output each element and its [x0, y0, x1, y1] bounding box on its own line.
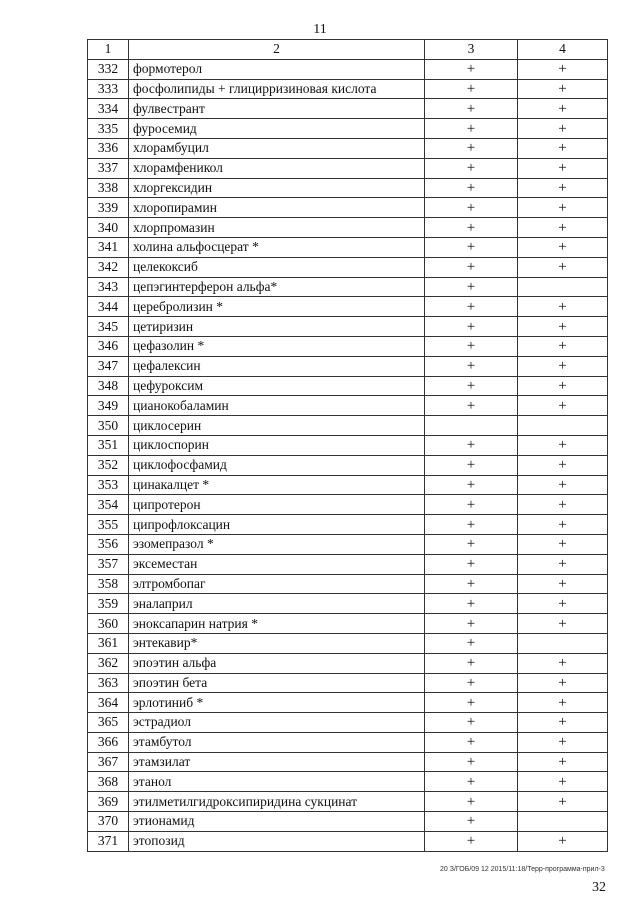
column-3-mark-cell: +: [425, 218, 518, 238]
table-row: [88, 554, 608, 574]
column-3-mark-cell: +: [425, 732, 518, 752]
column-4-mark-cell: +: [518, 59, 608, 79]
column-4-mark-cell: +: [518, 435, 608, 455]
row-number-cell: 332: [88, 59, 129, 79]
column-4-mark-cell: +: [518, 218, 608, 238]
column-3-mark-cell: +: [425, 495, 518, 515]
row-number-cell: 356: [88, 534, 129, 554]
page-top-number: 11: [313, 22, 327, 37]
table-row: [88, 732, 608, 752]
drug-name-cell: цианокобаламин: [129, 396, 425, 416]
row-number-cell: 350: [88, 416, 129, 436]
column-3-mark-cell: +: [425, 277, 518, 297]
row-number-cell: 339: [88, 198, 129, 218]
column-4-mark-cell: [518, 812, 608, 832]
row-number-cell: 333: [88, 79, 129, 99]
row-number-cell: 363: [88, 673, 129, 693]
row-number-cell: 334: [88, 99, 129, 119]
table-row: [88, 59, 608, 79]
row-number-cell: 346: [88, 336, 129, 356]
column-4-mark-cell: [518, 633, 608, 653]
column-4-mark-cell: [518, 277, 608, 297]
column-3-mark-cell: +: [425, 119, 518, 139]
table-row: [88, 594, 608, 614]
row-number-cell: 347: [88, 356, 129, 376]
table-row: [88, 138, 608, 158]
column-4-mark-cell: +: [518, 79, 608, 99]
table-row: [88, 198, 608, 218]
column-3-mark-cell: +: [425, 792, 518, 812]
column-3-mark-cell: +: [425, 198, 518, 218]
drug-name-cell: этамбутол: [129, 732, 425, 752]
column-3-mark-cell: +: [425, 435, 518, 455]
table-row: [88, 396, 608, 416]
column-4-mark-cell: +: [518, 376, 608, 396]
drug-name-cell: циклосерин: [129, 416, 425, 436]
column-3-mark-cell: +: [425, 653, 518, 673]
drug-name-cell: хлорамбуцил: [129, 138, 425, 158]
column-4-mark-cell: +: [518, 455, 608, 475]
column-header-1: 1: [88, 40, 129, 60]
column-3-mark-cell: +: [425, 237, 518, 257]
table-header-row: [88, 40, 608, 60]
table-row: [88, 475, 608, 495]
table-row: [88, 336, 608, 356]
column-3-mark-cell: +: [425, 297, 518, 317]
table-row: [88, 178, 608, 198]
column-3-mark-cell: +: [425, 713, 518, 733]
column-4-mark-cell: +: [518, 396, 608, 416]
column-3-mark-cell: [425, 416, 518, 436]
drug-name-cell: эстрадиол: [129, 713, 425, 733]
column-4-mark-cell: +: [518, 713, 608, 733]
row-number-cell: 369: [88, 792, 129, 812]
drug-name-cell: эпоэтин бета: [129, 673, 425, 693]
drug-name-cell: циклоспорин: [129, 435, 425, 455]
column-4-mark-cell: +: [518, 515, 608, 535]
row-number-cell: 342: [88, 257, 129, 277]
column-header-3: 3: [425, 40, 518, 60]
drug-name-cell: цефуроксим: [129, 376, 425, 396]
column-3-mark-cell: +: [425, 138, 518, 158]
column-3-mark-cell: +: [425, 257, 518, 277]
table-row: [88, 416, 608, 436]
drug-name-cell: формотерол: [129, 59, 425, 79]
drug-name-cell: цефалексин: [129, 356, 425, 376]
table-body: [88, 59, 608, 851]
table-row: [88, 831, 608, 851]
column-header-2: 2: [129, 40, 425, 60]
column-4-mark-cell: +: [518, 317, 608, 337]
table-row: [88, 237, 608, 257]
column-3-mark-cell: +: [425, 693, 518, 713]
drug-name-cell: хлорамфеникол: [129, 158, 425, 178]
column-4-mark-cell: +: [518, 257, 608, 277]
column-3-mark-cell: +: [425, 59, 518, 79]
drug-name-cell: холина альфосцерат *: [129, 237, 425, 257]
row-number-cell: 352: [88, 455, 129, 475]
column-3-mark-cell: +: [425, 772, 518, 792]
column-3-mark-cell: +: [425, 515, 518, 535]
table-row: [88, 633, 608, 653]
column-3-mark-cell: +: [425, 376, 518, 396]
row-number-cell: 358: [88, 574, 129, 594]
column-3-mark-cell: +: [425, 336, 518, 356]
row-number-cell: 351: [88, 435, 129, 455]
table-row: [88, 119, 608, 139]
row-number-cell: 354: [88, 495, 129, 515]
column-4-mark-cell: +: [518, 336, 608, 356]
column-4-mark-cell: +: [518, 138, 608, 158]
row-number-cell: 365: [88, 713, 129, 733]
drug-name-cell: целекоксиб: [129, 257, 425, 277]
column-4-mark-cell: +: [518, 119, 608, 139]
table-row: [88, 435, 608, 455]
column-3-mark-cell: +: [425, 475, 518, 495]
table-row: [88, 297, 608, 317]
drug-name-cell: энтекавир*: [129, 633, 425, 653]
table-row: [88, 772, 608, 792]
row-number-cell: 337: [88, 158, 129, 178]
column-4-mark-cell: +: [518, 594, 608, 614]
table-row: [88, 713, 608, 733]
table-row: [88, 653, 608, 673]
row-number-cell: 370: [88, 812, 129, 832]
drug-name-cell: фосфолипиды + глицирризиновая кислота: [129, 79, 425, 99]
row-number-cell: 348: [88, 376, 129, 396]
column-4-mark-cell: +: [518, 158, 608, 178]
column-3-mark-cell: +: [425, 455, 518, 475]
drug-name-cell: циклофосфамид: [129, 455, 425, 475]
column-4-mark-cell: [518, 416, 608, 436]
row-number-cell: 362: [88, 653, 129, 673]
column-4-mark-cell: +: [518, 732, 608, 752]
column-4-mark-cell: +: [518, 792, 608, 812]
column-3-mark-cell: +: [425, 633, 518, 653]
drug-name-cell: церебролизин *: [129, 297, 425, 317]
drug-name-cell: ципротерон: [129, 495, 425, 515]
document-footer-code: 20 З/ГОБ/09 12 2015/11:18/Терр-программа-прил-3: [440, 866, 605, 873]
column-4-mark-cell: +: [518, 574, 608, 594]
table-row: [88, 317, 608, 337]
drug-name-cell: цепэгинтерферон альфа*: [129, 277, 425, 297]
column-4-mark-cell: +: [518, 178, 608, 198]
row-number-cell: 366: [88, 732, 129, 752]
row-number-cell: 349: [88, 396, 129, 416]
column-3-mark-cell: +: [425, 614, 518, 634]
drug-name-cell: этионамид: [129, 812, 425, 832]
drug-name-cell: хлоропирамин: [129, 198, 425, 218]
column-4-mark-cell: +: [518, 198, 608, 218]
drug-name-cell: цетиризин: [129, 317, 425, 337]
table-row: [88, 752, 608, 772]
drug-name-cell: фуросемид: [129, 119, 425, 139]
column-4-mark-cell: +: [518, 614, 608, 634]
drug-name-cell: хлорпромазин: [129, 218, 425, 238]
column-3-mark-cell: +: [425, 534, 518, 554]
table-row: [88, 158, 608, 178]
column-4-mark-cell: +: [518, 653, 608, 673]
table-row: [88, 534, 608, 554]
row-number-cell: 360: [88, 614, 129, 634]
table-row: [88, 79, 608, 99]
table-row: [88, 99, 608, 119]
row-number-cell: 341: [88, 237, 129, 257]
table-row: [88, 515, 608, 535]
column-header-4: 4: [518, 40, 608, 60]
column-3-mark-cell: +: [425, 574, 518, 594]
column-3-mark-cell: +: [425, 178, 518, 198]
row-number-cell: 355: [88, 515, 129, 535]
table-row: [88, 376, 608, 396]
drug-name-cell: этамзилат: [129, 752, 425, 772]
column-3-mark-cell: +: [425, 317, 518, 337]
drug-name-cell: цефазолин *: [129, 336, 425, 356]
drug-name-cell: эрлотиниб *: [129, 693, 425, 713]
row-number-cell: 335: [88, 119, 129, 139]
drug-name-cell: элтромбопаг: [129, 574, 425, 594]
row-number-cell: 336: [88, 138, 129, 158]
column-4-mark-cell: +: [518, 693, 608, 713]
column-3-mark-cell: +: [425, 673, 518, 693]
row-number-cell: 371: [88, 831, 129, 851]
table-row: [88, 257, 608, 277]
column-4-mark-cell: +: [518, 554, 608, 574]
drug-name-cell: фулвестрант: [129, 99, 425, 119]
row-number-cell: 368: [88, 772, 129, 792]
column-4-mark-cell: +: [518, 356, 608, 376]
drug-name-cell: этилметилгидроксипиридина сукцинат: [129, 792, 425, 812]
drug-name-cell: эксеместан: [129, 554, 425, 574]
column-3-mark-cell: +: [425, 396, 518, 416]
column-3-mark-cell: +: [425, 79, 518, 99]
table-row: [88, 614, 608, 634]
table-row: [88, 218, 608, 238]
row-number-cell: 364: [88, 693, 129, 713]
row-number-cell: 361: [88, 633, 129, 653]
drug-name-cell: ципрофлоксацин: [129, 515, 425, 535]
column-3-mark-cell: +: [425, 812, 518, 832]
row-number-cell: 340: [88, 218, 129, 238]
row-number-cell: 343: [88, 277, 129, 297]
row-number-cell: 367: [88, 752, 129, 772]
table-row: [88, 455, 608, 475]
column-4-mark-cell: +: [518, 297, 608, 317]
column-4-mark-cell: +: [518, 495, 608, 515]
row-number-cell: 345: [88, 317, 129, 337]
row-number-cell: 357: [88, 554, 129, 574]
column-4-mark-cell: +: [518, 673, 608, 693]
row-number-cell: 344: [88, 297, 129, 317]
table-row: [88, 673, 608, 693]
column-4-mark-cell: +: [518, 831, 608, 851]
drug-name-cell: цинакалцет *: [129, 475, 425, 495]
row-number-cell: 359: [88, 594, 129, 614]
table-row: [88, 812, 608, 832]
column-4-mark-cell: +: [518, 475, 608, 495]
drug-name-cell: эпоэтин альфа: [129, 653, 425, 673]
drug-name-cell: хлоргексидин: [129, 178, 425, 198]
drug-name-cell: эзомепразол *: [129, 534, 425, 554]
page-bottom-number: 32: [592, 880, 606, 895]
drug-name-cell: эноксапарин натрия *: [129, 614, 425, 634]
column-3-mark-cell: +: [425, 831, 518, 851]
column-4-mark-cell: +: [518, 99, 608, 119]
drug-name-cell: эналаприл: [129, 594, 425, 614]
drug-name-cell: этопозид: [129, 831, 425, 851]
table-row: [88, 277, 608, 297]
column-3-mark-cell: +: [425, 554, 518, 574]
table-row: [88, 356, 608, 376]
column-4-mark-cell: +: [518, 772, 608, 792]
drug-table: [87, 39, 608, 852]
column-3-mark-cell: +: [425, 594, 518, 614]
column-4-mark-cell: +: [518, 237, 608, 257]
table-row: [88, 574, 608, 594]
row-number-cell: 338: [88, 178, 129, 198]
row-number-cell: 353: [88, 475, 129, 495]
column-3-mark-cell: +: [425, 356, 518, 376]
column-3-mark-cell: +: [425, 99, 518, 119]
table-row: [88, 792, 608, 812]
column-4-mark-cell: +: [518, 752, 608, 772]
column-4-mark-cell: +: [518, 534, 608, 554]
table-row: [88, 495, 608, 515]
drug-name-cell: этанол: [129, 772, 425, 792]
column-3-mark-cell: +: [425, 752, 518, 772]
column-3-mark-cell: +: [425, 158, 518, 178]
table-row: [88, 693, 608, 713]
